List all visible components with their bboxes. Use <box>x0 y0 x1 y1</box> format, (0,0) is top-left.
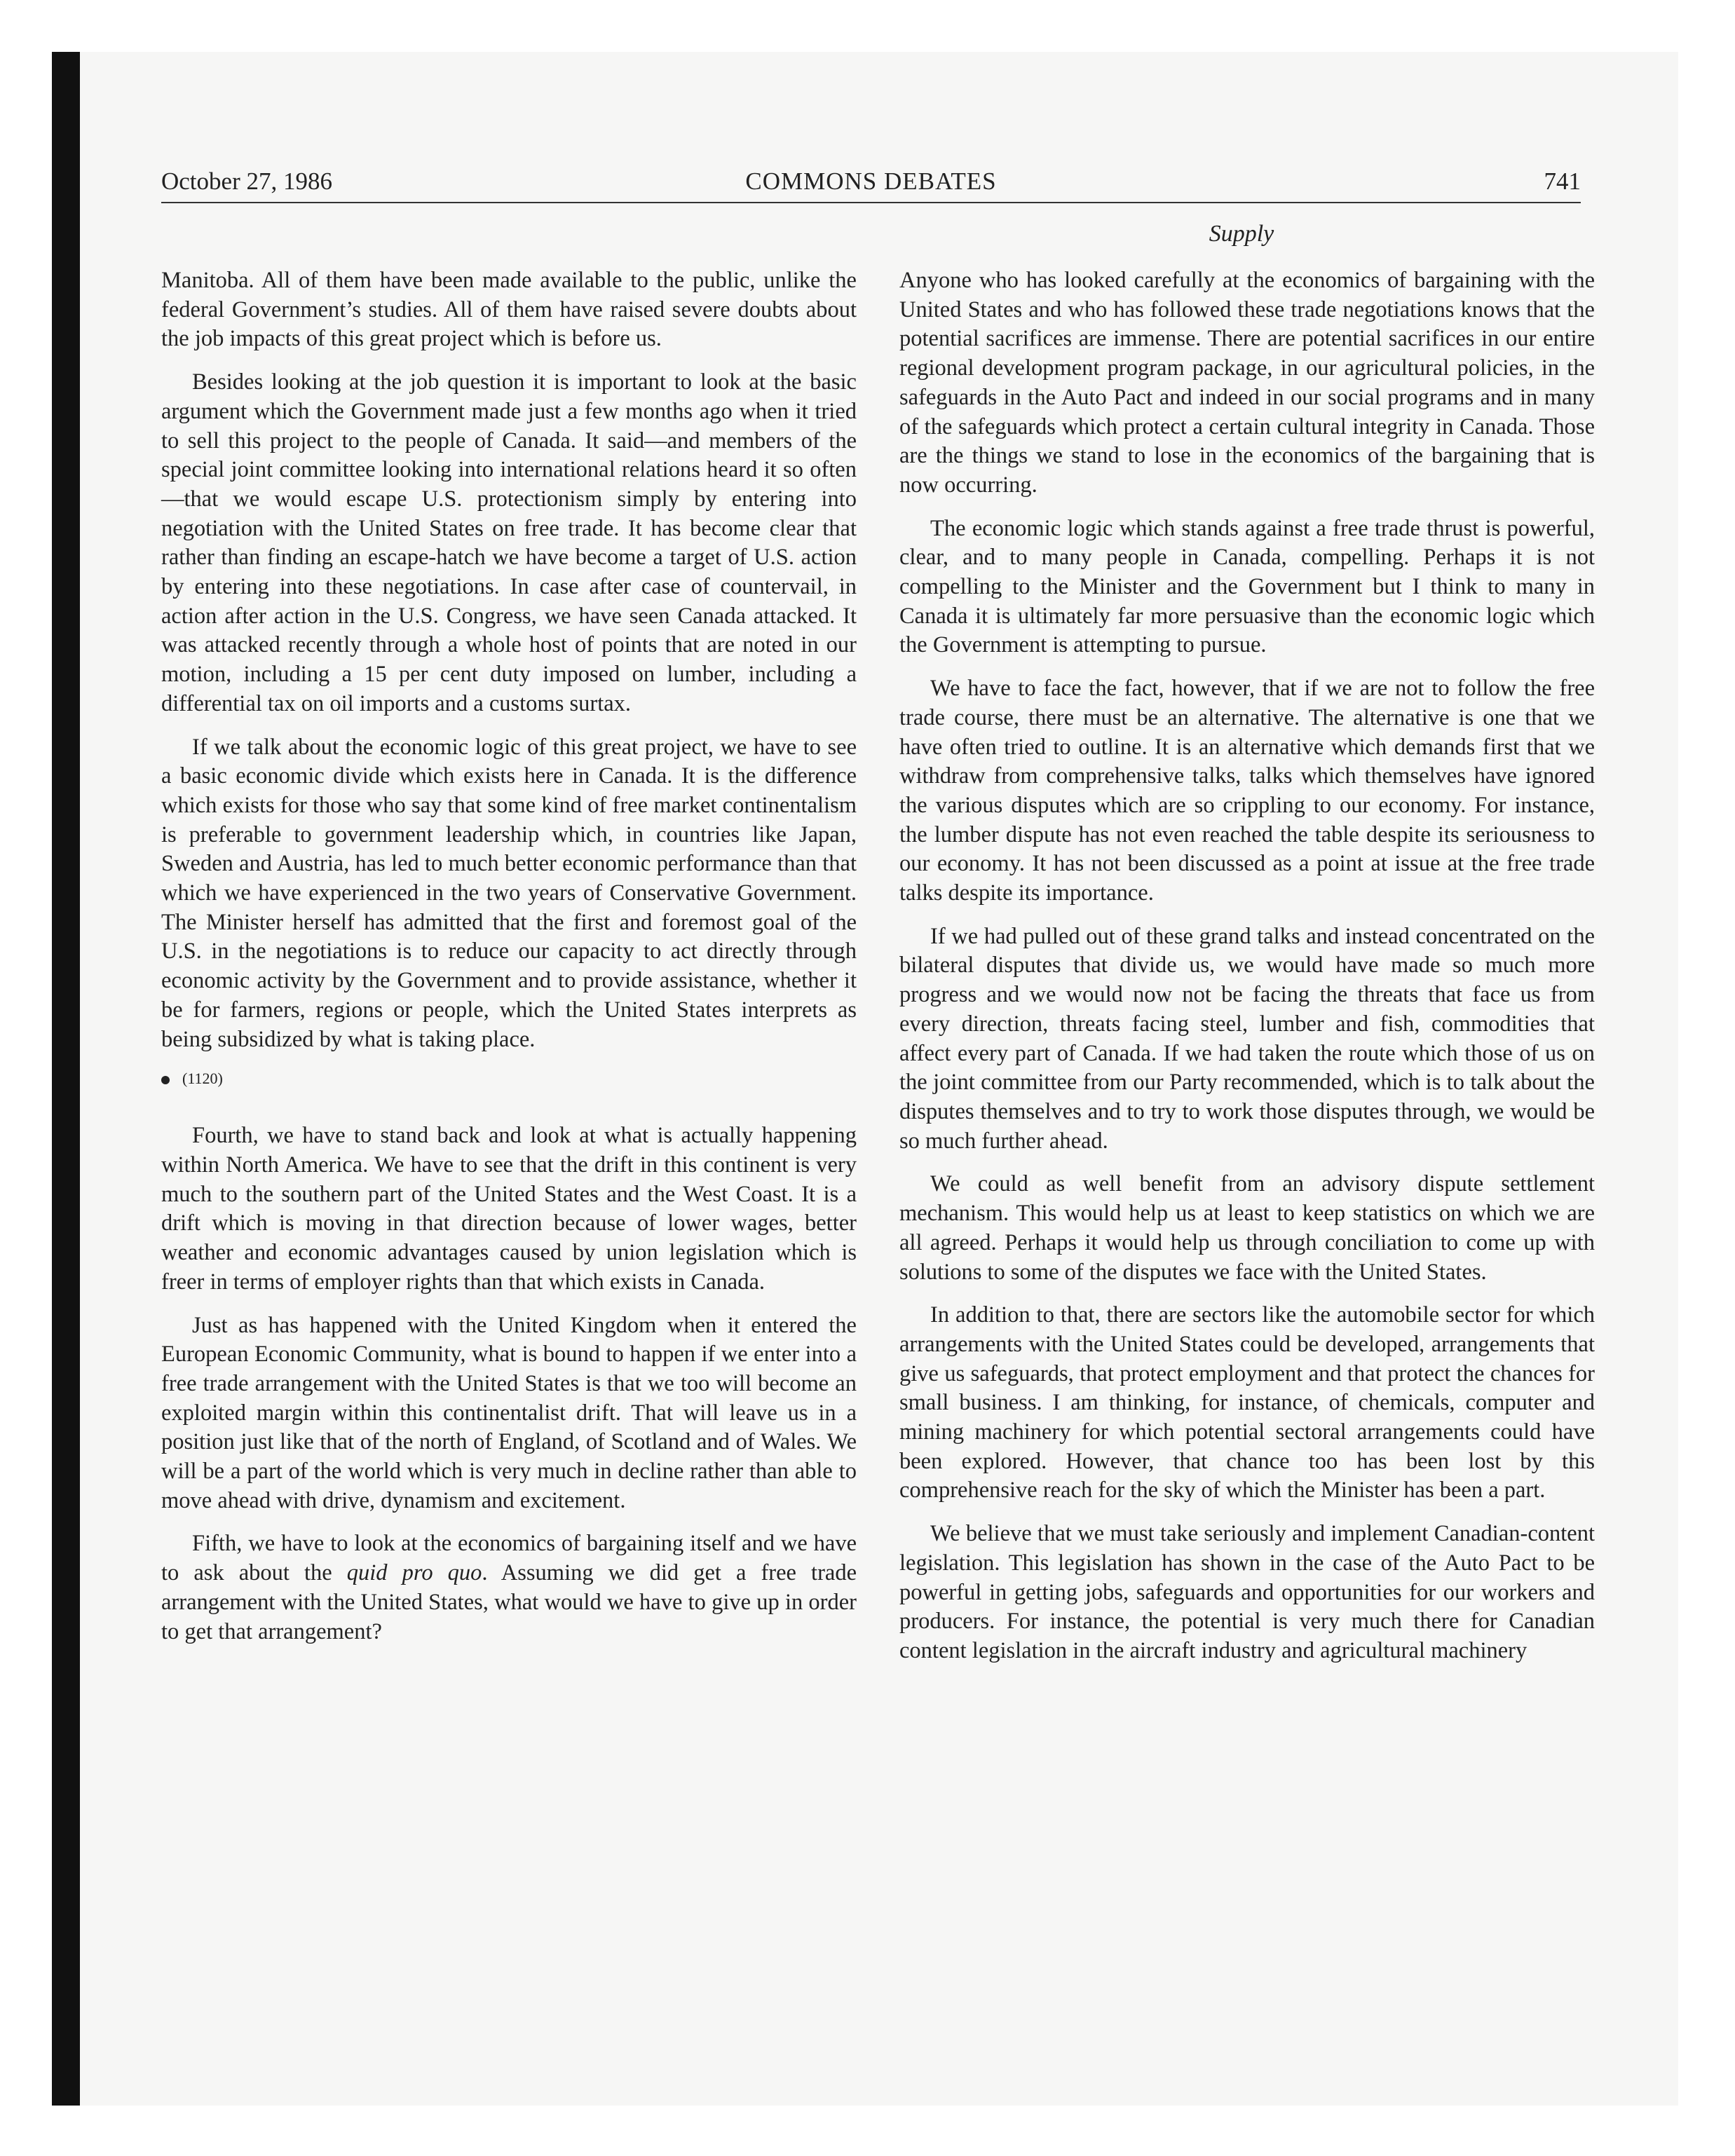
time-marker-label: (1120) <box>182 1070 223 1088</box>
right-paragraph-6: In addition to that, there are sectors like the automobile sector for which arrangements with the United States could be developed, arrangements that give us safeguards, that protect employment and that protect the chances for small business. I am thinking, for instance, of chemicals, computer and mining machinery for which potential sectoral arrangements could have been explored. However, that chance too has been lost by this comprehensive reach for the sky of which the Minister has been a part. <box>899 1302 1595 1503</box>
header-date: October 27, 1986 <box>161 168 332 195</box>
section-title: Supply <box>1209 221 1274 247</box>
right-paragraph-3: We have to face the fact, however, that if we are not to follow the free trade course, there must be an alternative. The alternative is one that we have often tried to outline. It is an alternative which demands first that we withdraw from comprehensive talks, talks which themselves have ignored the various disputes which are so crippling to our economy. For instance, the lumber dispute has not even reached the table despite its seriousness to our economy. It has not been discussed as a point at issue at the free trade talks despite its importance. <box>899 676 1595 906</box>
right-paragraph-5: We could as well benefit from an advisory dispute settlement mechanism. This would help us at least to keep statistics on which we are all agreed. Perhaps it would help us through conciliation to come up with solutions to some of the disputes we face with the United States. <box>899 1171 1595 1285</box>
left-paragraph-3: If we talk about the economic logic of this great project, we have to see a basic economic divide which exists here in Canada. It is the difference which exists for those who say that some kind of free market continentalism is preferable to government leadership which, in countries like Japan, Sweden and Austria, has led to much better economic performance than that which we have experienced in the two years of Conservative Government. The Minister herself has admitted that the first and foremost goal of the U.S. in the negotiations is to reduce our capacity to act directly through economic activity by the Government and to provide assistance, whether it be for farmers, regions or people, which the United States interprets as being subsidized by what is taking place. <box>161 734 857 1052</box>
bullet-icon <box>161 1076 170 1084</box>
right-column <box>899 266 1595 1680</box>
header-page-number: 741 <box>1544 168 1581 195</box>
left-paragraph-6 <box>161 1529 857 1646</box>
header-title: COMMONS DEBATES <box>745 168 997 195</box>
left-paragraph-4: Fourth, we have to stand back and look at what is actually happening within North America. We have to see that the drift in this continent is very much to the southern part of the United States and the West Coast. It is a drift which is moving in that direction because of lower wages, better weather and economic advantages caused by union legislation which is freer in terms of employer rights than that which exists in Canada. <box>161 1123 857 1295</box>
left-paragraph-1: Manitoba. All of them have been made available to the public, unlike the federal Government’s studies. All of them have raised severe doubts about the job impacts of this great project which is before us. <box>161 268 857 352</box>
right-paragraph-2: The economic logic which stands against a free trade thrust is powerful, clear, and to many people in Canada, compelling. Perhaps it is not compelling to the Minister and the Government but I think to many in Canada it is ultimately far more persuasive than the economic logic which the Government is attempting to pursue. <box>899 515 1595 658</box>
left-paragraph-6-end: . Assuming we did get a free trade arrangement with the United States, what would we have to give up in order to get that arrangement? <box>161 1560 857 1644</box>
latin-phrase: quid pro quo <box>346 1560 482 1586</box>
left-paragraph-5: Just as has happened with the United Kingdom when it entered the European Economic Community, what is bound to happen if we enter into a free trade arrangement with the United States is that we too will become an exploited margin within this continentalist drift. That will leave us in a position just like that of the north of England, of Scotland and of Wales. We will be a part of the world which is very much in decline rather than able to move ahead with drive, dynamism and excitement. <box>161 1312 857 1513</box>
scan-edge-bar <box>52 52 80 2106</box>
left-paragraph-2: Besides looking at the job question it is important to look at the basic argument which the Government made just a few months ago when it tried to sell this project to the people of Canada. It said—and members of the special joint committee looking into international relations heard it so often—that we would escape U.S. protectionism simply by entering into negotiation with the United States on free trade. It has become clear that rather than finding an escape-hatch we have become a target of U.S. action by entering into these negotiations. In case after case of countervail, in action after action in the U.S. Congress, we have seen Canada attacked. It was attacked recently through a whole host of points that are noted in our motion, including a 15 per cent duty imposed on lumber, including a differential tax on oil imports and a customs surtax. <box>161 369 857 716</box>
right-paragraph-1: Anyone who has looked carefully at the economics of bargaining with the United States and who has followed these trade negotiations knows that the potential sacrifices are immense. There are potential sacrifices in our entire regional development program package, in our agricultural policies, in the safeguards in the Auto Pact and indeed in our social programs and in many of the safeguards which protect a certain cultural integrity in Canada. Those are the things we stand to lose in the economics of the bargaining that is now occurring. <box>899 268 1595 498</box>
time-marker <box>161 1068 857 1089</box>
left-paragraph-6-start: Fifth, we have to look at the economics of bargaining itself and we have to ask about the <box>161 1531 857 1586</box>
page-header <box>161 165 1581 203</box>
right-paragraph-4: If we had pulled out of these grand talks and instead concentrated on the bilateral disputes that divide us, we would have made so much more progress and we would now not be facing the threats that face us from every direction, threats facing steel, lumber and fish, commodities that affect every part of Canada. If we had taken the route which those of us on the joint committee from our Party recommended, which is to talk about the disputes themselves and to try to work those disputes through, we would be so much further ahead. <box>899 923 1595 1154</box>
left-column <box>161 266 857 1660</box>
right-paragraph-7: We believe that we must take seriously and implement Canadian-content legislation. This legislation has shown in the case of the Auto Pact to be powerful in getting jobs, safeguards and opportunities for our workers and producers. For instance, the potential is very much there for Canadian content legislation in the aircraft industry and agricultural machinery <box>899 1521 1595 1663</box>
